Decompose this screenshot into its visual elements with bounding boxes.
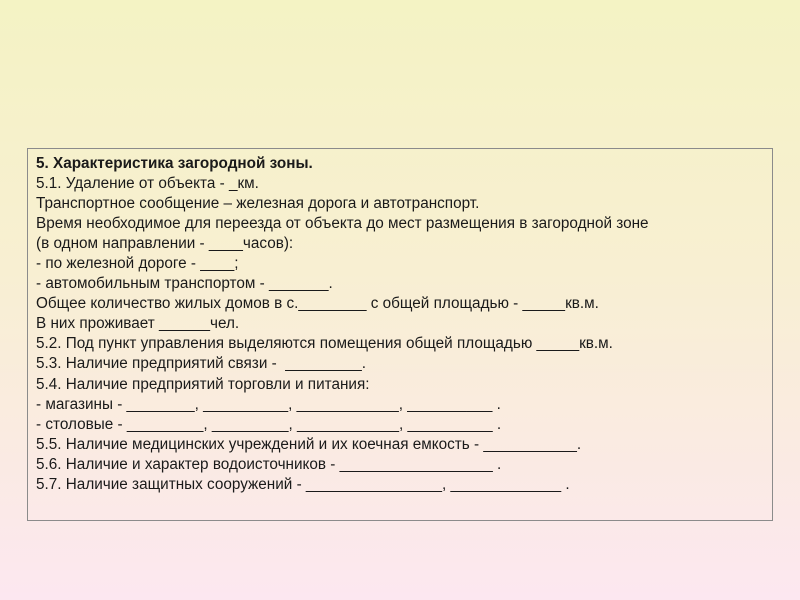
text-line: - по железной дороге - ____; <box>36 255 239 273</box>
text-line: (в одном направлении - ____часов): <box>36 235 294 253</box>
text-box <box>27 148 773 521</box>
text-line: - автомобильным транспортом - _______. <box>36 275 333 293</box>
section-title: 5. Характеристика загородной зоны. <box>36 155 313 172</box>
text-line: В них проживает ______чел. <box>36 315 240 333</box>
text-line: 5.3. Наличие предприятий связи - _________. <box>36 355 367 373</box>
text-line: 5.7. Наличие защитных сооружений - ________________, _____________ . <box>36 475 570 493</box>
text-line: Общее количество жилых домов в с.________ с общей площадью - _____кв.м. <box>36 295 599 313</box>
text-line: Транспортное сообщение – железная дорога и автотранспорт. <box>36 195 480 213</box>
text-line: - столовые - _________, _________, ____________, __________ . <box>36 415 502 433</box>
text-line: 5.5. Наличие медицинских учреждений и их коечная емкость - ___________. <box>36 435 582 453</box>
text-line: 5.1. Удаление от объекта - _км. <box>36 175 259 193</box>
text-line: - магазины - ________, __________, ____________, __________ . <box>36 395 501 413</box>
text-line: 5.6. Наличие и характер водоисточников - __________________ . <box>36 455 502 473</box>
text-line: Время необходимое для переезда от объекта до мест размещения в загородной зоне <box>36 215 649 233</box>
text-line: 5.4. Наличие предприятий торговли и питания: <box>36 375 370 393</box>
text-line: 5.2. Под пункт управления выделяются помещения общей площадью _____кв.м. <box>36 335 613 353</box>
